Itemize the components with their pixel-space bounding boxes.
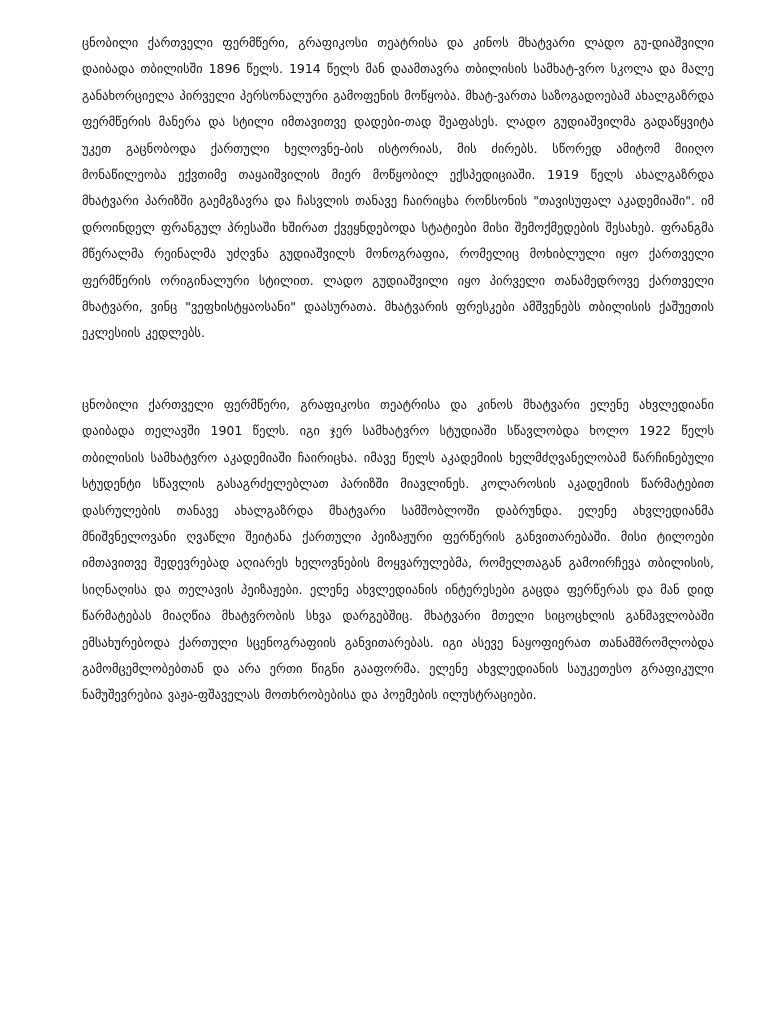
paragraph-lado-gudiashvili: ცნობილი ქართველი ფერმწერი, გრაფიკოსი თეატრისა და კინოს მხატვარი ლადო გუ-დიაშვილი დაიბადა თბილისში 1896 წელს. 1914 წელს მან დაამთავრა თბილისის სამხატ-ვრო სკოლა და მალე განახორციელა პირველი პერსონალური გამოფენის მოწყობა. მხატ-ვართა საზოგადოებამ ახალგაზრდა ფერმწერის მანერა და სტილი იმთავითვე დადები-თად შეაფასეს. ლადო გუდიაშვილმა გადაწყვიტა უკეთ გაცნობოდა ქართული ხელოვნე-ბის ისტორიას, მის ძირებს. სწორედ ამიტომ მიიღო მონაწილეობა ექვთიმე თაყაიშვილის მიერ მოწყობილ ექსპედიციაში. 1919 წელს ახალგაზრდა მხატვარი პარიზში გაემგზავრა და ჩასვლის თანავე ჩაირიცხა რონსონის "თავისუფალ აკადემიაში". იმ დროინდელ ფრანგულ პრესაში ხშირათ ქვეყნდებოდა სტატიები მისი შემოქმედების შესახებ. ფრანგმა მწერალმა რეინალმა უძღვნა გუდიაშვილს მონოგრაფია, რომელიც მოხიბლული იყო ქართველი ფერმწერის ორიგინალური სტილით. ლადო გუდიაშვილი იყო პირველი თანამედროვე ქართველი მხატვარი, ვინც "ვეფხისტყაოსანი" დაასურათა. მხატვარის ფრესკები ამშვენებს თბილისის ქაშუეთის ეკლესიის კედლებს.	[82, 35, 714, 341]
paragraph-elene-akhvlediani: ცნობილი ქართველი ფერმწერი, გრაფიკოსი თეატრისა და კინოს მხატვარი ელენე ახვლედიანი დაიბადა თელავში 1901 წელს. იგი ჯერ სამხატვრო სტუდიაში სწავლობდა ხოლო 1922 წელს თბილისის სამხატვრო აკადემიაში ჩაირიცხა. იმავე წელს აკადემიის ხელმძღვანელობამ წარჩინებული სტუდენტი სწავლის გასაგრძელებლათ პარიზში მიავლინეს. კოლაროსის აკადემიის წარმატებით დასრულების თანავე ახალგაზრდა მხატვარი სამშობლოში დაბრუნდა. ელენე ახვლედიანმა მნიშვნელოვანი ღვაწლი შეიტანა ქართული პეიზაჟური ფერწერის განვითარებაში. მისი ტილოები იმთავითვე შედევრებად აღიარეს ხელოვნების მოყვარულებმა, რომელთაგან გამოირჩევა თბილისის, სიღნაღისა და თელავის პეიზაჟები. ელენე ახვლედიანის ინტერესები გაცდა ფერწერას და მან დიდ წარმატებას მიაღწია მხატვრობის სხვა დარგებშიც. მხატვარი მთელი სიცოცხლის განმავლობაში ემსახურებოდა ქართული სცენოგრაფიის განვითარებას. იგი ასევე ნაყოფიერათ თანამშრომლობდა გამომცემლობებთან და არა ერთი წიგნი გააფორმა. ელენე ახვლედიანის საუკეთესო გრაფიკული ნამუშევრებია ვაჟა-ფშაველას მოთხრობებისა და პოემების ილუსტრაციები.	[82, 396, 714, 703]
document-page	[82, 30, 714, 709]
